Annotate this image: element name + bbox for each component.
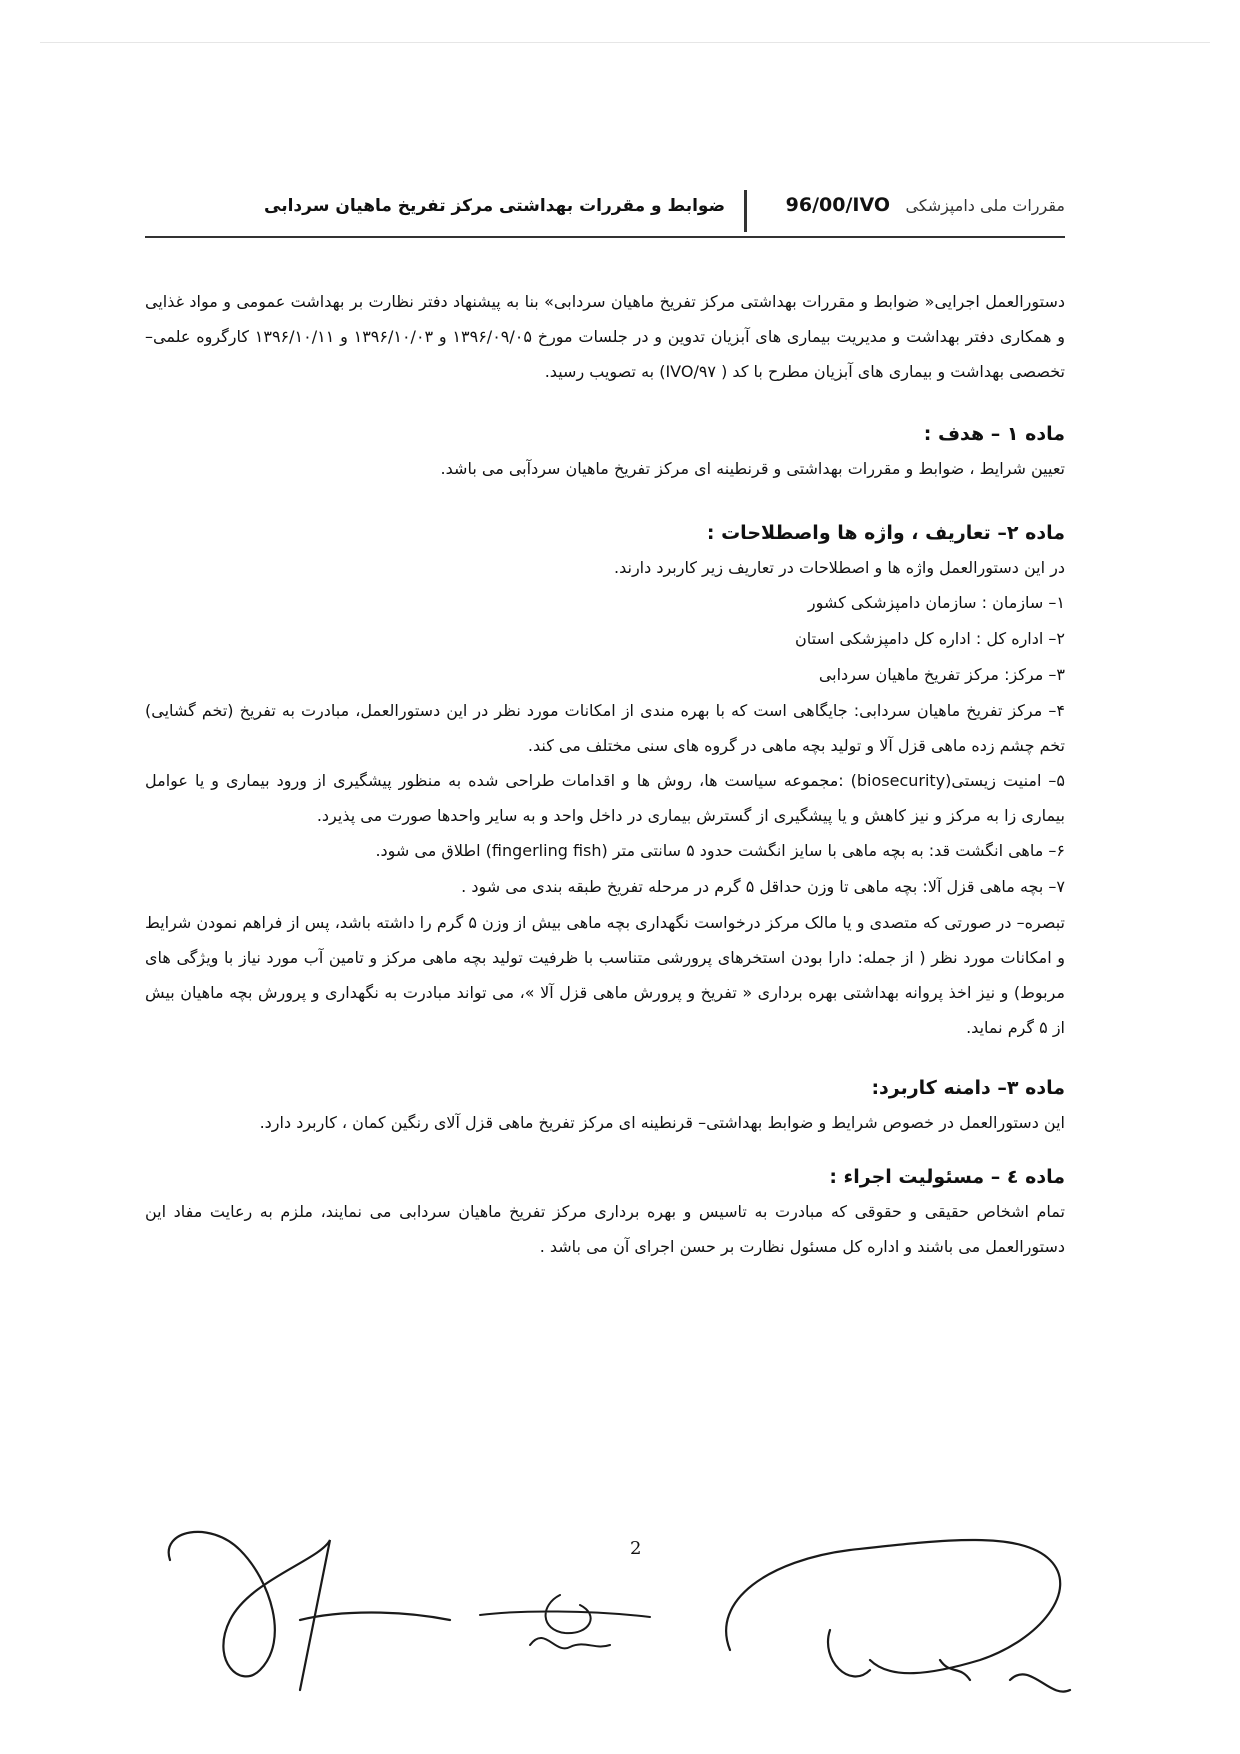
article-1-text: تعیین شرایط ، ضوابط و مقررات بهداشتی و قرنطینه ای مرکز تفریخ ماهیان سردآبی می باشد. bbox=[440, 459, 1065, 478]
header-divider bbox=[744, 190, 747, 232]
article-2-note: تبصره– در صورتی که متصدی و یا مالک مرکز درخواست نگهداری بچه ماهی بیش از وزن ۵ گرم را داشته باشد، پس از فراهم نمودن شرایط و امکانات مورد نظر ( از جمله: دارا بودن استخرهای پرورشی متناسب با ظرفیت تولید بچه ماهی مرکز و تامین آب مورد نیاز با ویژگی های مربوط) و نیز اخذ پروانه بهداشتی بهره برداری « تفریخ و پرورش ماهی قزل آلا »، می تواند مبادرت به نگهداری و پرورش بچه ماهیان بیش از ۵ گرم نماید. bbox=[145, 913, 1065, 1037]
header-title: ضوابط و مقررات بهداشتی مرکز تفریخ ماهیان سردابی bbox=[264, 196, 725, 216]
page-number: 2 bbox=[630, 1538, 642, 1559]
header-national-regulations: مقررات ملی دامپزشکی bbox=[905, 196, 1065, 215]
definition-item: ۳– مرکز: مرکز تفریخ ماهیان سردابی bbox=[818, 665, 1065, 684]
article-3-text: این دستورالعمل در خصوص شرایط و ضوابط بهداشتی– قرنطینه ای مرکز تفریخ ماهی قزل آلای رنگین کمان ، کاربرد دارد. bbox=[259, 1113, 1065, 1132]
article-3-heading: ماده ۳– دامنه کاربرد: bbox=[871, 1077, 1065, 1099]
article-4-heading: ماده ٤ – مسئولیت اجراء : bbox=[829, 1166, 1065, 1188]
intro-paragraph: دستورالعمل اجرایی« ضوابط و مقررات بهداشتی مرکز تفریخ ماهیان سردابی» بنا به پیشنهاد دفتر نظارت بر بهداشت عمومی و مواد غذایی و همکاری دفتر بهداشت و مدیریت بیماری های آبزیان تدوین و در جلسات مورخ ۱۳۹۶/۰۹/۰۵ و ۱۳۹۶/۱۰/۰۳ و ۱۳۹۶/۱۰/۱۱ کارگروه علمی– تخصصی بهداشت و بیماری های آبزیان مطرح با کد ( ۹۷/IVO) به تصویب رسید. bbox=[145, 292, 1065, 381]
definition-item: ۶– ماهی انگشت قد: به بچه ماهی با سایز انگشت حدود ۵ سانتی متر (fingerling fish) اطلاق می شود. bbox=[375, 841, 1065, 860]
article-1-heading: ماده ۱ – هدف : bbox=[923, 423, 1065, 445]
header-code: 96/00/IVO bbox=[785, 194, 890, 216]
signature-left bbox=[150, 1500, 470, 1700]
scan-edge-line bbox=[40, 42, 1210, 43]
page-header bbox=[145, 190, 1065, 238]
definition-item: ۵– امنیت زیستی(biosecurity) :مجموعه سیاست ها، روش ها و اقدامات طراحی شده به منظور پیشگیری از ورود بیماری و یا عوامل بیماری زا به مرکز و نیز کاهش و یا پیشگیری از گسترش بیماری در داخل واحد و به سایر واحدها صورت می پذیرد. bbox=[145, 771, 1065, 825]
definition-item: ۲– اداره کل : اداره کل دامپزشکی استان bbox=[795, 629, 1065, 648]
definition-item: ۱– سازمان : سازمان دامپزشکی کشور bbox=[807, 593, 1065, 612]
document-body bbox=[145, 284, 1065, 1264]
article-4-text: تمام اشخاص حقیقی و حقوقی که مبادرت به تاسیس و بهره برداری مرکز تفریخ ماهیان سردابی می نمایند، ملزم به رعایت مفاد این دستورالعمل می باشند و اداره کل مسئول نظارت بر حسن اجرای آن می باشد . bbox=[145, 1202, 1065, 1256]
signature-middle bbox=[470, 1575, 670, 1665]
definition-item: ۷– بچه ماهی قزل آلا: بچه ماهی تا وزن حداقل ۵ گرم در مرحله تفریخ طبقه بندی می شود . bbox=[461, 877, 1065, 896]
article-2-heading: ماده ۲– تعاریف ، واژه ها واصطلاحات : bbox=[706, 522, 1065, 544]
article-2-lead: در این دستورالعمل واژه ها و اصطلاحات در تعاریف زیر کاربرد دارند. bbox=[614, 558, 1065, 577]
definition-item: ۴– مرکز تفریخ ماهیان سردابی: جایگاهی است که با بهره مندی از امکانات مورد نظر در این دستورالعمل، مبادرت به تفریخ (تخم گشایی) تخم چشم زده ماهی قزل آلا و تولید بچه ماهی در گروه های سنی مختلف می کند. bbox=[145, 701, 1065, 755]
signature-right bbox=[690, 1490, 1120, 1730]
